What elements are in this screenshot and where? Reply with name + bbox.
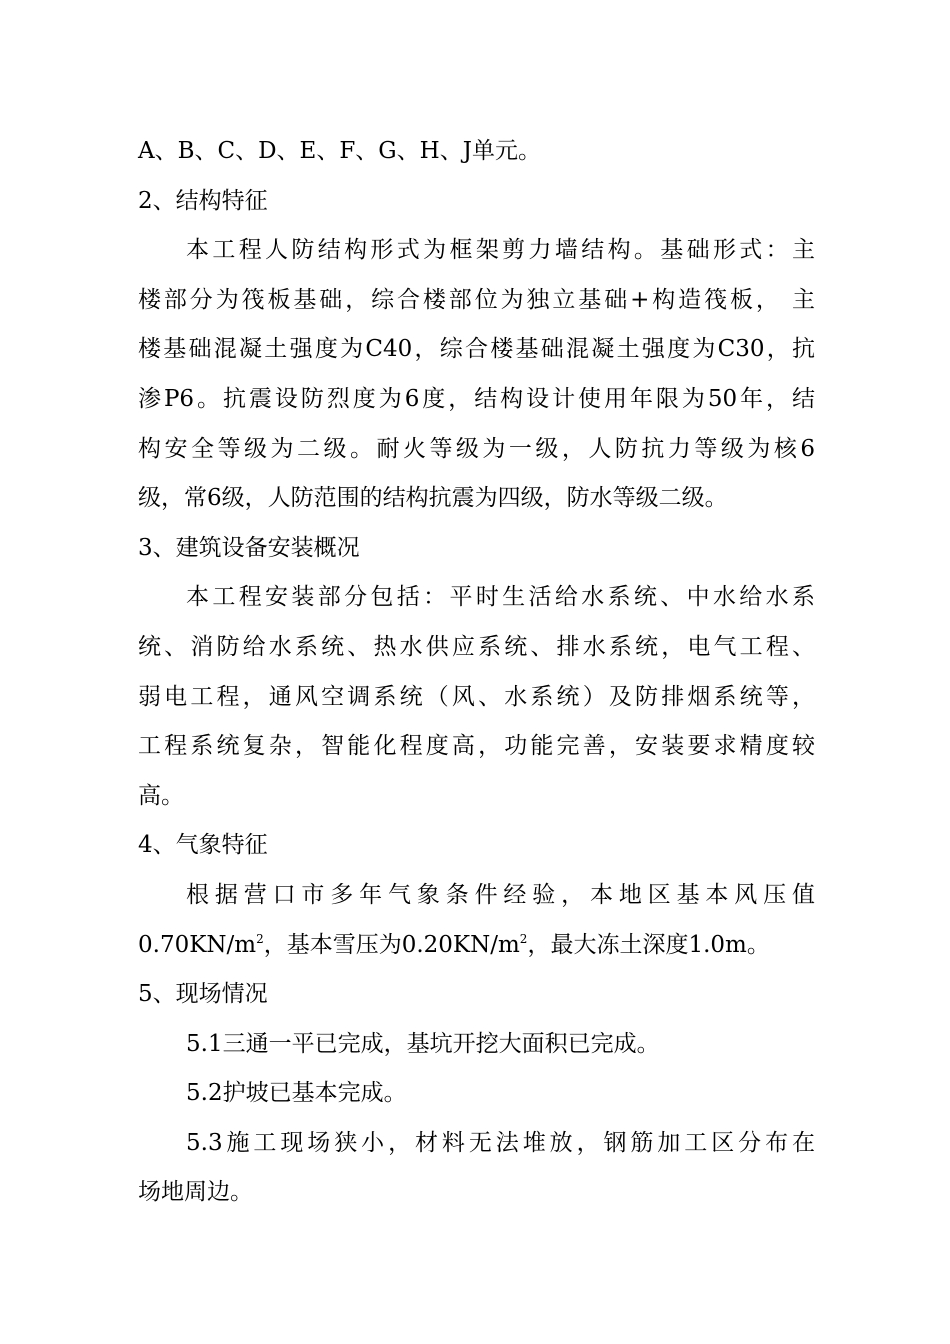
paragraph-weather-line-2 <box>138 921 815 971</box>
paragraph-structure-line-1: 本工程人防结构形式为框架剪力墙结构。基础形式：主 <box>186 237 815 264</box>
section-heading-structure: 2、结构特征 <box>138 187 268 214</box>
text-line-units: A、B、C、D、E、F、G、H、J单元。 <box>138 138 541 164</box>
site-item-5-1: 5.1三通一平已完成，基坑开挖大面积已完成。 <box>186 1030 660 1057</box>
paragraph-equipment-line-5: 高。 <box>138 782 184 809</box>
paragraph-structure-line-5: 构安全等级为二级。耐火等级为一级，人防抗力等级为核6 <box>138 435 815 462</box>
paragraph-equipment-line-4: 工程系统复杂，智能化程度高，功能完善，安装要求精度较 <box>138 733 815 760</box>
site-item-5-3-line-1: 5.3施工现场狭小，材料无法堆放，钢筋加工区分布在 <box>186 1129 815 1156</box>
section-heading-weather: 4、气象特征 <box>138 832 268 859</box>
paragraph-equipment-line-3: 弱电工程，通风空调系统（风、水系统）及防排烟系统等， <box>138 683 815 710</box>
paragraph-structure-line-3: 楼基础混凝土强度为C40，综合楼基础混凝土强度为C30，抗 <box>138 336 815 363</box>
paragraph-equipment-line-2: 统、消防给水系统、热水供应系统、排水系统，电气工程、 <box>138 633 815 660</box>
document-page <box>138 127 815 1218</box>
site-item-5-3-line-2: 场地周边。 <box>138 1179 253 1206</box>
section-heading-equipment: 3、建筑设备安装概况 <box>138 534 360 561</box>
paragraph-structure-line-4: 渗P6。抗震设防烈度为6度，结构设计使用年限为50年，结 <box>138 385 815 412</box>
superscript-2: 2 <box>256 931 264 946</box>
superscript-2: 2 <box>519 931 528 946</box>
paragraph-structure-line-2: 楼部分为筏板基础，综合楼部位为独立基础+构造筏板， 主 <box>138 286 815 313</box>
section-heading-site: 5、现场情况 <box>138 981 268 1008</box>
site-item-5-2: 5.2护坡已基本完成。 <box>186 1080 407 1107</box>
snow-pressure-text: ，基本雪压为0.20KN/m <box>263 931 520 958</box>
paragraph-weather-line-1: 根据营口市多年气象条件经验，本地区基本风压值 <box>186 881 815 908</box>
paragraph-structure-line-6: 级，常6级，人防范围的结构抗震为四级，防水等级二级。 <box>138 485 728 512</box>
paragraph-equipment-line-1: 本工程安装部分包括：平时生活给水系统、中水给水系 <box>186 584 815 611</box>
frost-depth-text: ，最大冻土深度1.0m。 <box>527 931 770 958</box>
wind-pressure-value: 0.70KN/m <box>138 931 257 958</box>
